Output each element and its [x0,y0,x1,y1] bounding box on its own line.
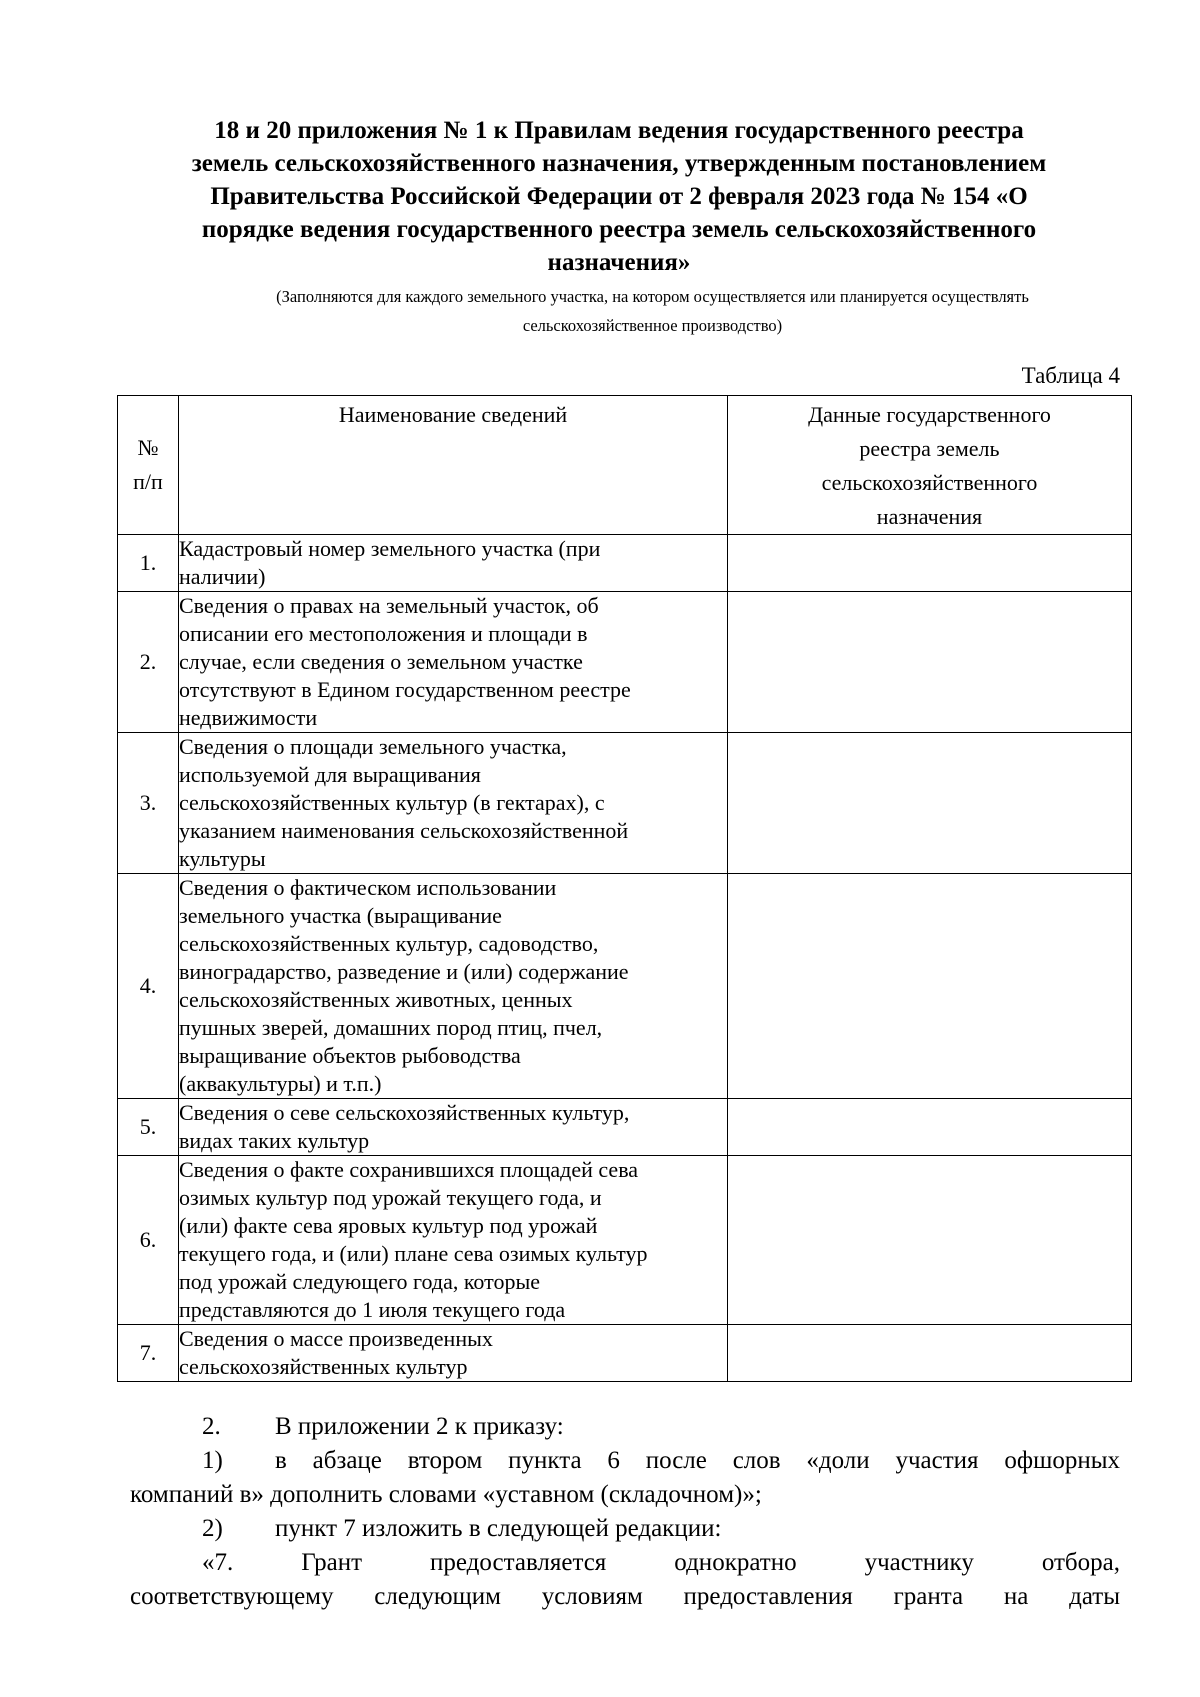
subparagraph-1 [130,1444,1120,1478]
description-line: случае, если сведения о земельном участке [179,649,583,674]
description-line: Сведения о массе произведенных [179,1326,493,1351]
table-row [118,733,1132,874]
heading-note [185,282,1120,340]
row-value-cell[interactable] [728,592,1132,733]
row-description [179,535,728,592]
row-description [179,1156,728,1325]
row-description [179,874,728,1099]
description-line: озимых культур под урожай текущего года, и [179,1185,602,1210]
table-row [118,1156,1132,1325]
note-line: (Заполняются для каждого земельного участка, на котором осуществляется или планируется осуществлять [276,287,1029,306]
header-number [118,396,179,535]
row-description [179,592,728,733]
row-number: 7. [118,1325,179,1382]
table-caption: Таблица 4 [1021,363,1120,388]
description-line: пушных зверей, домашних пород птиц, пчел, [179,1015,603,1040]
table-row [118,1099,1132,1156]
description-line: Сведения о площади земельного участка, [179,734,567,759]
row-number: 2. [118,592,179,733]
row-number: 6. [118,1156,179,1325]
paragraph-text: в абзаце втором пункта 6 после слов «доли участия офшорных [275,1447,1120,1474]
header-data-line: реестра земель [859,436,1000,461]
row-description [179,1325,728,1382]
description-line: видах таких культур [179,1128,370,1153]
heading-line: Правительства Российской Федерации от 2 февраля 2023 года № 154 «О [210,183,1028,210]
row-value-cell[interactable] [728,535,1132,592]
row-value-cell[interactable] [728,1325,1132,1382]
description-line: указанием наименования сельскохозяйственной [179,818,629,843]
row-number: 4. [118,874,179,1099]
paragraph-text: В приложении 2 к приказу: [275,1413,564,1440]
heading-line: порядке ведения государственного реестра земель сельскохозяйственного [201,216,1037,243]
paragraph-number: 1) [202,1447,223,1474]
description-line: выращивание объектов рыбоводства [179,1043,521,1068]
header-data [728,396,1132,535]
register-table [117,395,1132,1382]
header-data-line: сельскохозяйственного [821,470,1038,495]
paragraph-continuation: компаний в» дополнить словами «уставном (складочном)»; [130,1481,762,1508]
row-description [179,733,728,874]
description-line: культуры [179,846,266,871]
heading-line: назначения» [547,249,691,276]
description-line: описании его местоположения и площади в [179,621,588,646]
row-value-cell[interactable] [728,733,1132,874]
row-value-cell[interactable] [728,1156,1132,1325]
table-row [118,592,1132,733]
paragraph-number: 2) [202,1515,223,1542]
description-line: наличии) [179,564,266,589]
header-data-line: назначения [876,504,983,529]
document-heading [118,114,1120,279]
row-description [179,1099,728,1156]
table-row [118,874,1132,1099]
paragraph-text: «7. Грант предоставляется однократно участнику отбора, [202,1549,1120,1576]
description-line: сельскохозяйственных культур (в гектарах), с [179,790,605,815]
paragraph-number: 2. [202,1413,221,1440]
description-line: Сведения о правах на земельный участок, об [179,593,599,618]
description-line: (аквакультуры) и т.п.) [179,1071,382,1096]
description-line: Сведения о севе сельскохозяйственных культур, [179,1100,630,1125]
description-line: виноградарство, разведение и (или) содержание [179,959,629,984]
header-number-line: № [137,435,159,460]
description-line: текущего года, и (или) плане сева озимых культур [179,1241,648,1266]
row-value-cell[interactable] [728,874,1132,1099]
row-value-cell[interactable] [728,1099,1132,1156]
description-line: (или) факте сева яровых культур под урожай [179,1213,598,1238]
description-line: под урожай следующего года, которые [179,1269,541,1294]
paragraph-continuation: соответствующему следующим условиям предоставления гранта на даты [130,1583,1120,1610]
table-row [118,1325,1132,1382]
table-row [118,535,1132,592]
description-line: отсутствуют в Едином государственном реестре [179,677,631,702]
row-number: 1. [118,535,179,592]
description-line: сельскохозяйственных культур, садоводство, [179,931,599,956]
heading-line: земель сельскохозяйственного назначения, утвержденным постановлением [191,150,1047,177]
description-line: Кадастровый номер земельного участка (при [179,536,601,561]
table-header-row [118,396,1132,535]
description-line: недвижимости [179,705,318,730]
description-line: Сведения о фактическом использовании [179,875,557,900]
row-number: 5. [118,1099,179,1156]
row-number: 3. [118,733,179,874]
paragraph-text: пункт 7 изложить в следующей редакции: [275,1515,722,1542]
note-line: сельскохозяйственное производство) [522,316,783,335]
heading-line: 18 и 20 приложения № 1 к Правилам ведения государственного реестра [214,117,1024,144]
description-line: сельскохозяйственных культур [179,1354,468,1379]
header-number-line: п/п [133,469,163,494]
description-line: Сведения о факте сохранившихся площадей сева [179,1157,639,1182]
header-name: Наименование сведений [179,396,728,535]
header-data-line: Данные государственного [808,402,1051,427]
description-line: представляются до 1 июля текущего года [179,1297,566,1322]
description-line: земельного участка (выращивание [179,903,502,928]
description-line: сельскохозяйственных животных, ценных [179,987,573,1012]
quoted-clause-7 [130,1546,1120,1580]
description-line: используемой для выращивания [179,762,481,787]
